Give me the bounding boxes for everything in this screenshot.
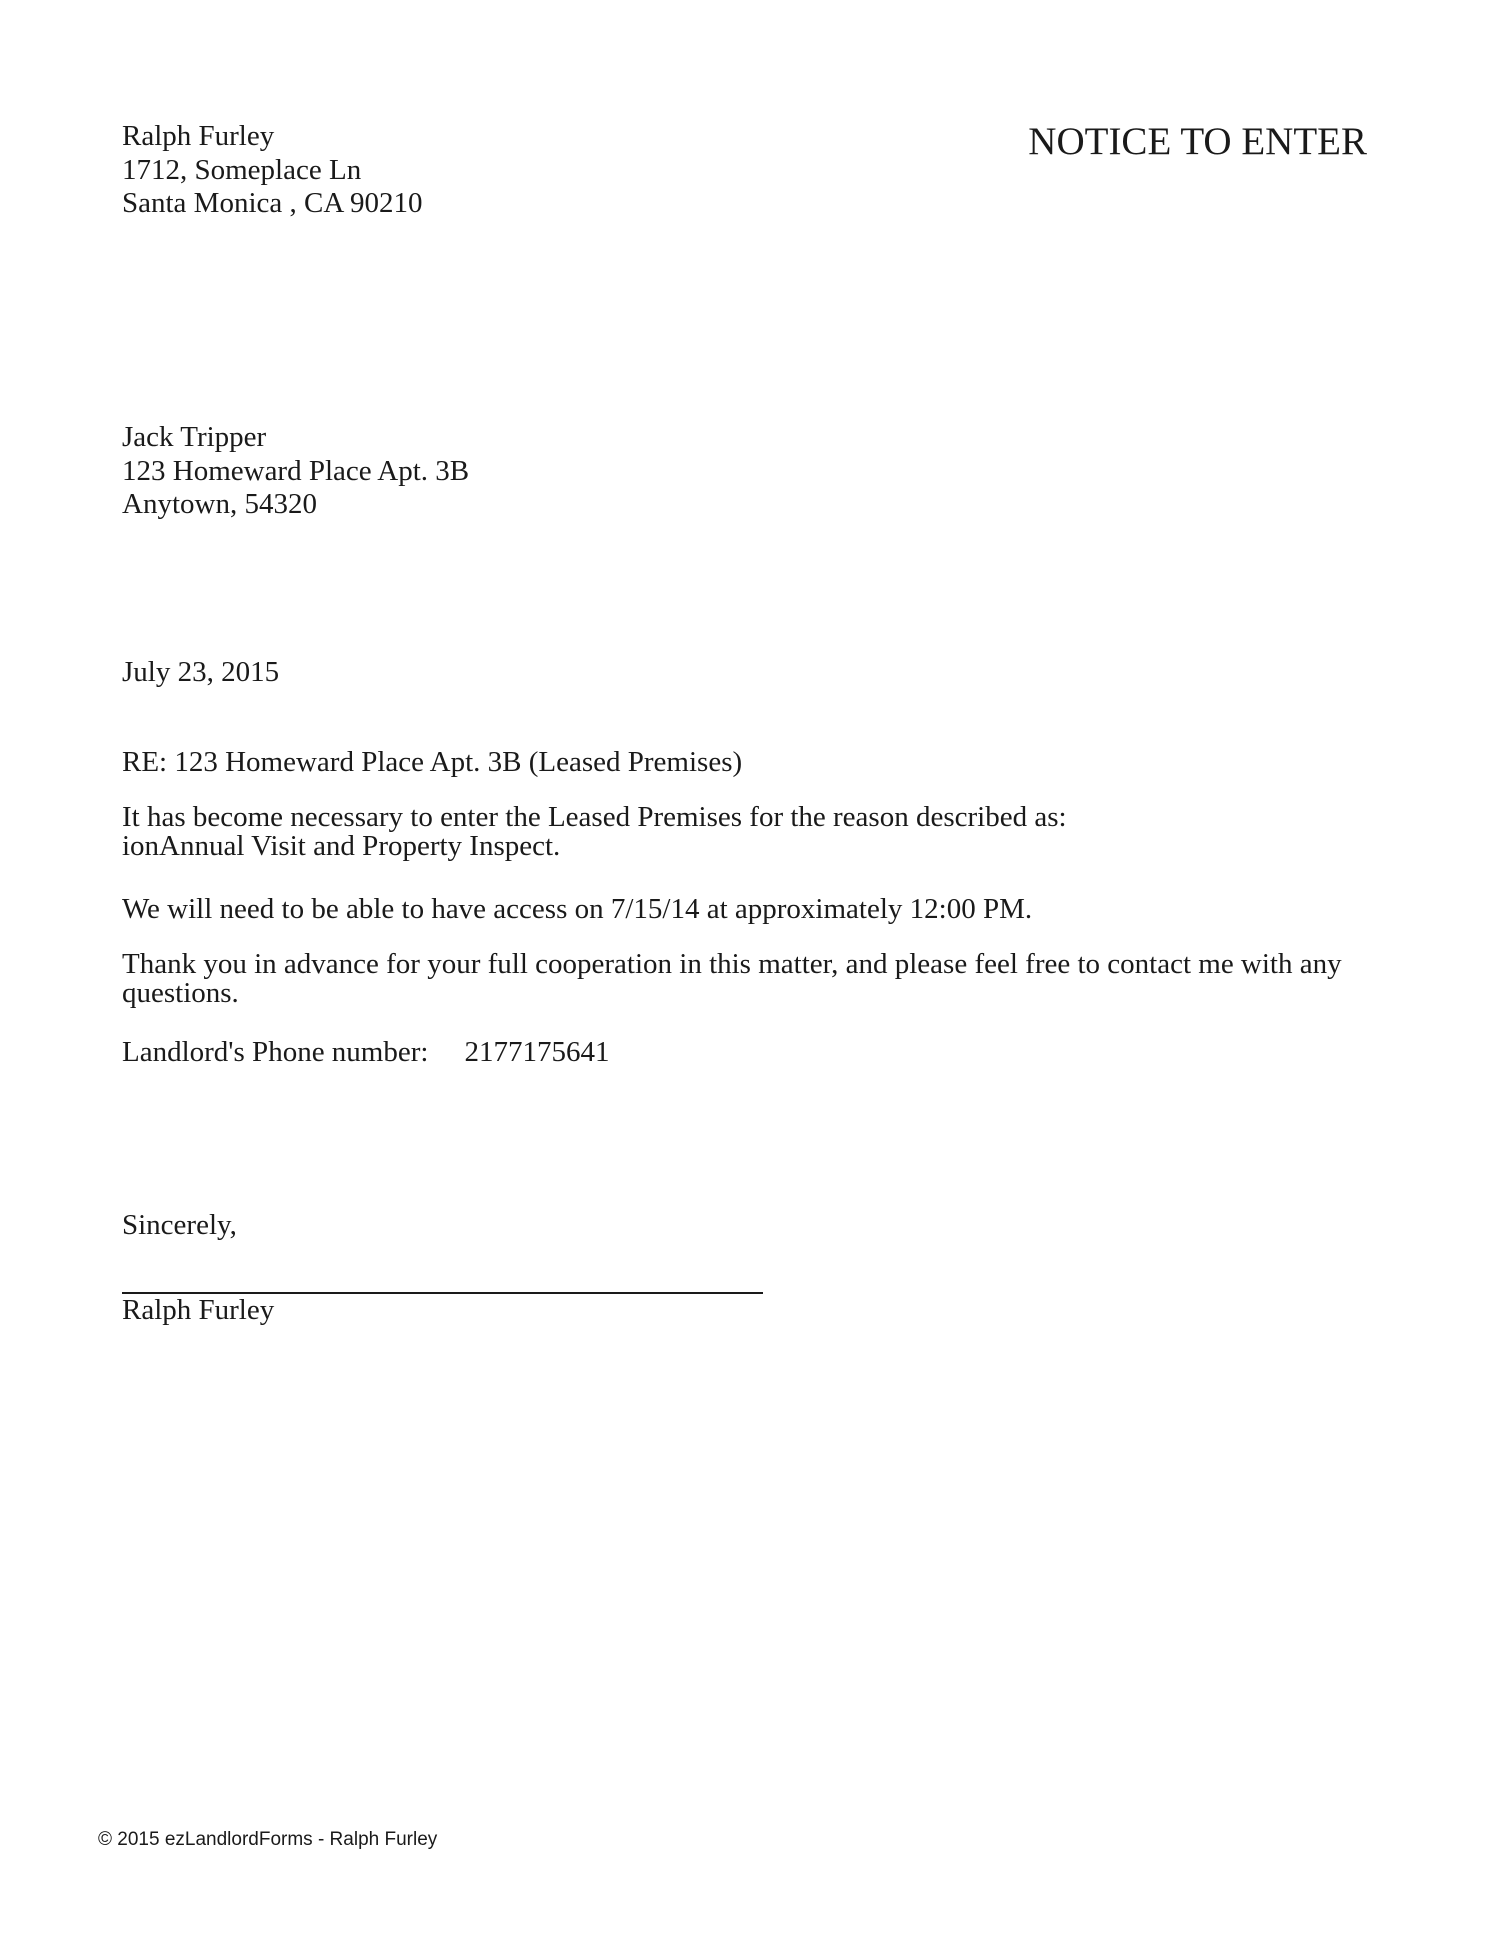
sender-address-block bbox=[122, 120, 422, 221]
letter-date: July 23, 2015 bbox=[122, 656, 280, 688]
sender-name: Ralph Furley bbox=[122, 120, 275, 152]
recipient-address-line1: 123 Homeward Place Apt. 3B bbox=[122, 454, 470, 487]
signer-name: Ralph Furley bbox=[122, 1294, 275, 1326]
recipient-address-block bbox=[122, 421, 469, 522]
recipient-address-line2: Anytown, 54320 bbox=[122, 488, 317, 520]
reason-intro: It has become necessary to enter the Leased Premises for the reason described as: bbox=[122, 801, 1067, 833]
sender-address-line2: Santa Monica , CA 90210 bbox=[122, 187, 423, 219]
re-line: RE: 123 Homeward Place Apt. 3B (Leased Premises) bbox=[122, 746, 743, 778]
landlord-phone bbox=[122, 1036, 609, 1070]
recipient-name: Jack Tripper bbox=[122, 421, 267, 453]
access-paragraph: We will need to be able to have access on 7/15/14 at approximately 12:00 PM. bbox=[122, 893, 1033, 925]
sender-address-line1: 1712, Someplace Ln bbox=[122, 153, 362, 186]
reason-paragraph bbox=[122, 803, 1362, 861]
footer-copyright: © 2015 ezLandlordForms - Ralph Furley bbox=[98, 1829, 438, 1850]
document-title: NOTICE TO ENTER bbox=[1028, 120, 1367, 163]
phone-value: 2177175641 bbox=[464, 1036, 610, 1068]
thanks-paragraph: Thank you in advance for your full cooperation in this matter, and please feel free to contact me with any questions. bbox=[122, 948, 1342, 1009]
closing: Sincerely, bbox=[122, 1209, 237, 1241]
phone-label: Landlord's Phone number: bbox=[122, 1036, 429, 1068]
reason-text: ionAnnual Visit and Property Inspect. bbox=[122, 830, 561, 862]
